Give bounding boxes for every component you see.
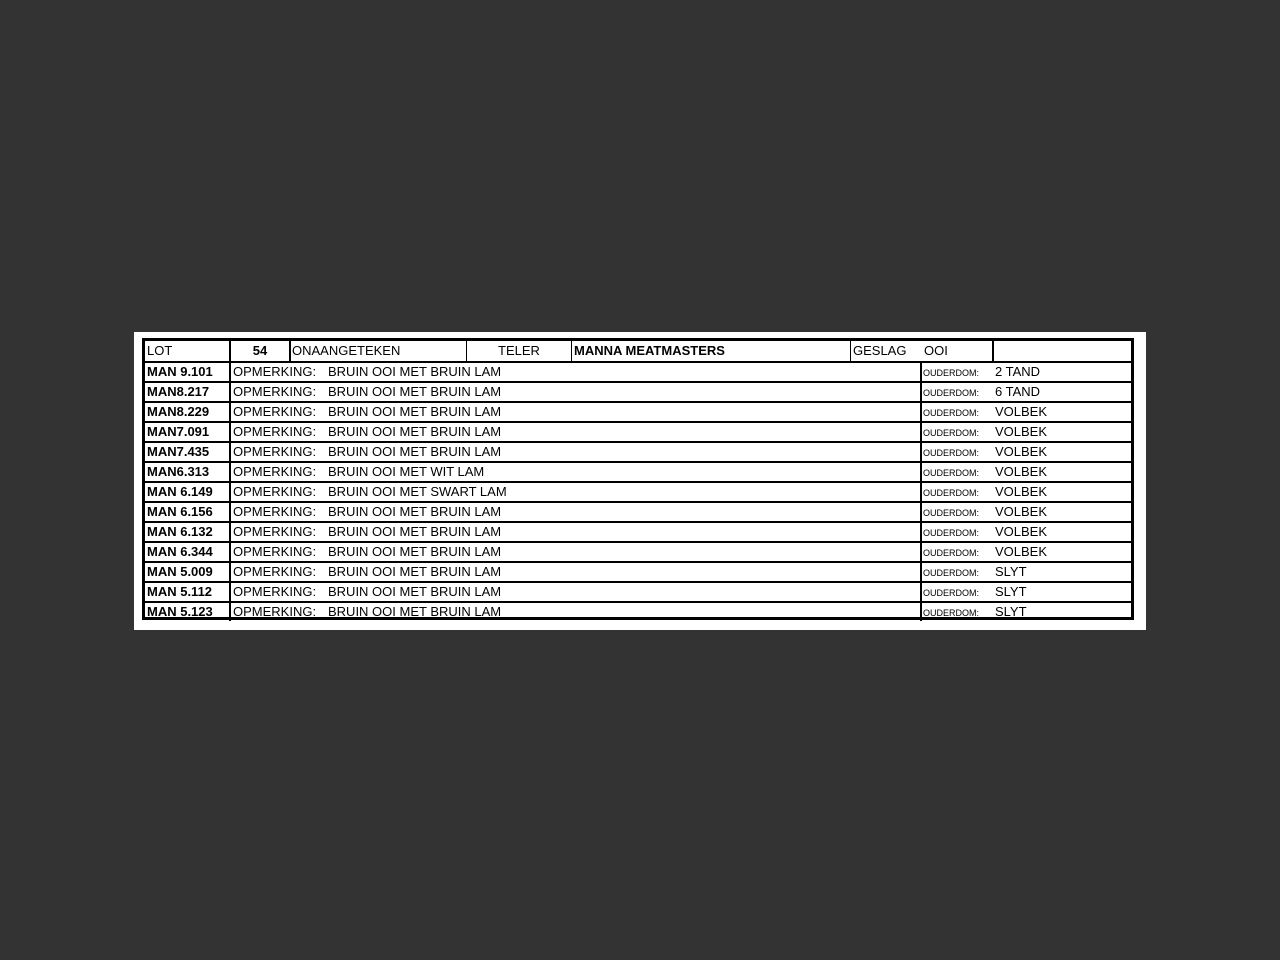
table-row <box>145 363 1131 383</box>
age-label: OUDERDOM: <box>923 488 979 498</box>
remark-text: BRUIN OOI MET BRUIN LAM <box>328 604 502 619</box>
age-value: VOLBEK <box>995 484 1048 499</box>
sex-value: OOI <box>924 343 948 358</box>
table-row <box>145 463 1131 483</box>
animal-id: MAN7.435 <box>147 444 210 459</box>
remark-text: BRUIN OOI MET BRUIN LAM <box>328 564 502 579</box>
remark-text: BRUIN OOI MET BRUIN LAM <box>328 404 502 419</box>
animal-id: MAN6.313 <box>147 464 210 479</box>
animal-id: MAN 6.156 <box>147 504 213 519</box>
animal-id: MAN 5.123 <box>147 604 213 619</box>
remark-label: OPMERKING: <box>233 464 317 479</box>
age-label: OUDERDOM: <box>923 428 979 438</box>
remark-label: OPMERKING: <box>233 404 317 419</box>
age-value: VOLBEK <box>995 404 1048 419</box>
animal-id: MAN 6.344 <box>147 544 213 559</box>
age-value: SLYT <box>995 564 1027 579</box>
remark-text: BRUIN OOI MET BRUIN LAM <box>328 544 502 559</box>
lot-number: 54 <box>252 343 268 358</box>
remark-label: OPMERKING: <box>233 584 317 599</box>
table-row <box>145 503 1131 523</box>
age-value: VOLBEK <box>995 524 1048 539</box>
age-value: VOLBEK <box>995 424 1048 439</box>
breeder-label: TELER <box>498 343 540 358</box>
table-row <box>145 583 1131 603</box>
age-value: VOLBEK <box>995 504 1048 519</box>
age-label: OUDERDOM: <box>923 448 979 458</box>
remark-label: OPMERKING: <box>233 444 317 459</box>
table-row <box>145 563 1131 583</box>
table-row <box>145 443 1131 463</box>
animal-id: MAN8.229 <box>147 404 210 419</box>
animal-id: MAN8.217 <box>147 384 210 399</box>
table-row <box>145 403 1131 423</box>
remark-text: BRUIN OOI MET BRUIN LAM <box>328 584 502 599</box>
remark-text: BRUIN OOI MET BRUIN LAM <box>328 364 502 379</box>
age-value: 2 TAND <box>995 364 1041 379</box>
age-value: SLYT <box>995 604 1027 619</box>
remark-text: BRUIN OOI MET BRUIN LAM <box>328 524 502 539</box>
remark-label: OPMERKING: <box>233 564 317 579</box>
remark-label: OPMERKING: <box>233 544 317 559</box>
remark-text: BRUIN OOI MET WIT LAM <box>328 464 485 479</box>
table-row <box>145 383 1131 403</box>
age-label: OUDERDOM: <box>923 408 979 418</box>
age-label: OUDERDOM: <box>923 528 979 538</box>
remark-label: OPMERKING: <box>233 384 317 399</box>
table-row <box>145 423 1131 443</box>
lot-table <box>142 338 1134 620</box>
age-label: OUDERDOM: <box>923 568 979 578</box>
remark-text: BRUIN OOI MET BRUIN LAM <box>328 504 502 519</box>
table-row <box>145 603 1131 621</box>
animal-id: MAN7.091 <box>147 424 210 439</box>
age-value: 6 TAND <box>995 384 1041 399</box>
age-label: OUDERDOM: <box>923 388 979 398</box>
sex-label: GESLAG <box>853 343 907 358</box>
lot-header-row <box>145 341 1131 363</box>
age-value: VOLBEK <box>995 444 1048 459</box>
breeder-name: MANNA MEATMASTERS <box>574 343 725 358</box>
remark-label: OPMERKING: <box>233 604 317 619</box>
table-row <box>145 523 1131 543</box>
age-label: OUDERDOM: <box>923 548 979 558</box>
age-label: OUDERDOM: <box>923 368 979 378</box>
remark-label: OPMERKING: <box>233 504 317 519</box>
animal-id: MAN 9.101 <box>147 364 213 379</box>
remark-label: OPMERKING: <box>233 424 317 439</box>
animal-id: MAN 6.149 <box>147 484 213 499</box>
age-label: OUDERDOM: <box>923 468 979 478</box>
animal-id: MAN 5.112 <box>147 584 213 599</box>
animal-id: MAN 5.009 <box>147 564 213 579</box>
age-value: VOLBEK <box>995 464 1048 479</box>
registration-status: ONAANGETEKEN <box>292 343 401 358</box>
remark-text: BRUIN OOI MET BRUIN LAM <box>328 444 502 459</box>
table-row <box>145 543 1131 563</box>
remark-text: BRUIN OOI MET BRUIN LAM <box>328 424 502 439</box>
animal-id: MAN 6.132 <box>147 524 213 539</box>
remark-label: OPMERKING: <box>233 524 317 539</box>
age-label: OUDERDOM: <box>923 608 979 618</box>
age-value: VOLBEK <box>995 544 1048 559</box>
lot-label: LOT <box>147 343 173 358</box>
remark-label: OPMERKING: <box>233 364 317 379</box>
remark-text: BRUIN OOI MET SWART LAM <box>328 484 507 499</box>
document-page <box>134 332 1146 630</box>
age-label: OUDERDOM: <box>923 588 979 598</box>
remark-text: BRUIN OOI MET BRUIN LAM <box>328 384 502 399</box>
age-value: SLYT <box>995 584 1027 599</box>
remark-label: OPMERKING: <box>233 484 317 499</box>
age-label: OUDERDOM: <box>923 508 979 518</box>
table-row <box>145 483 1131 503</box>
